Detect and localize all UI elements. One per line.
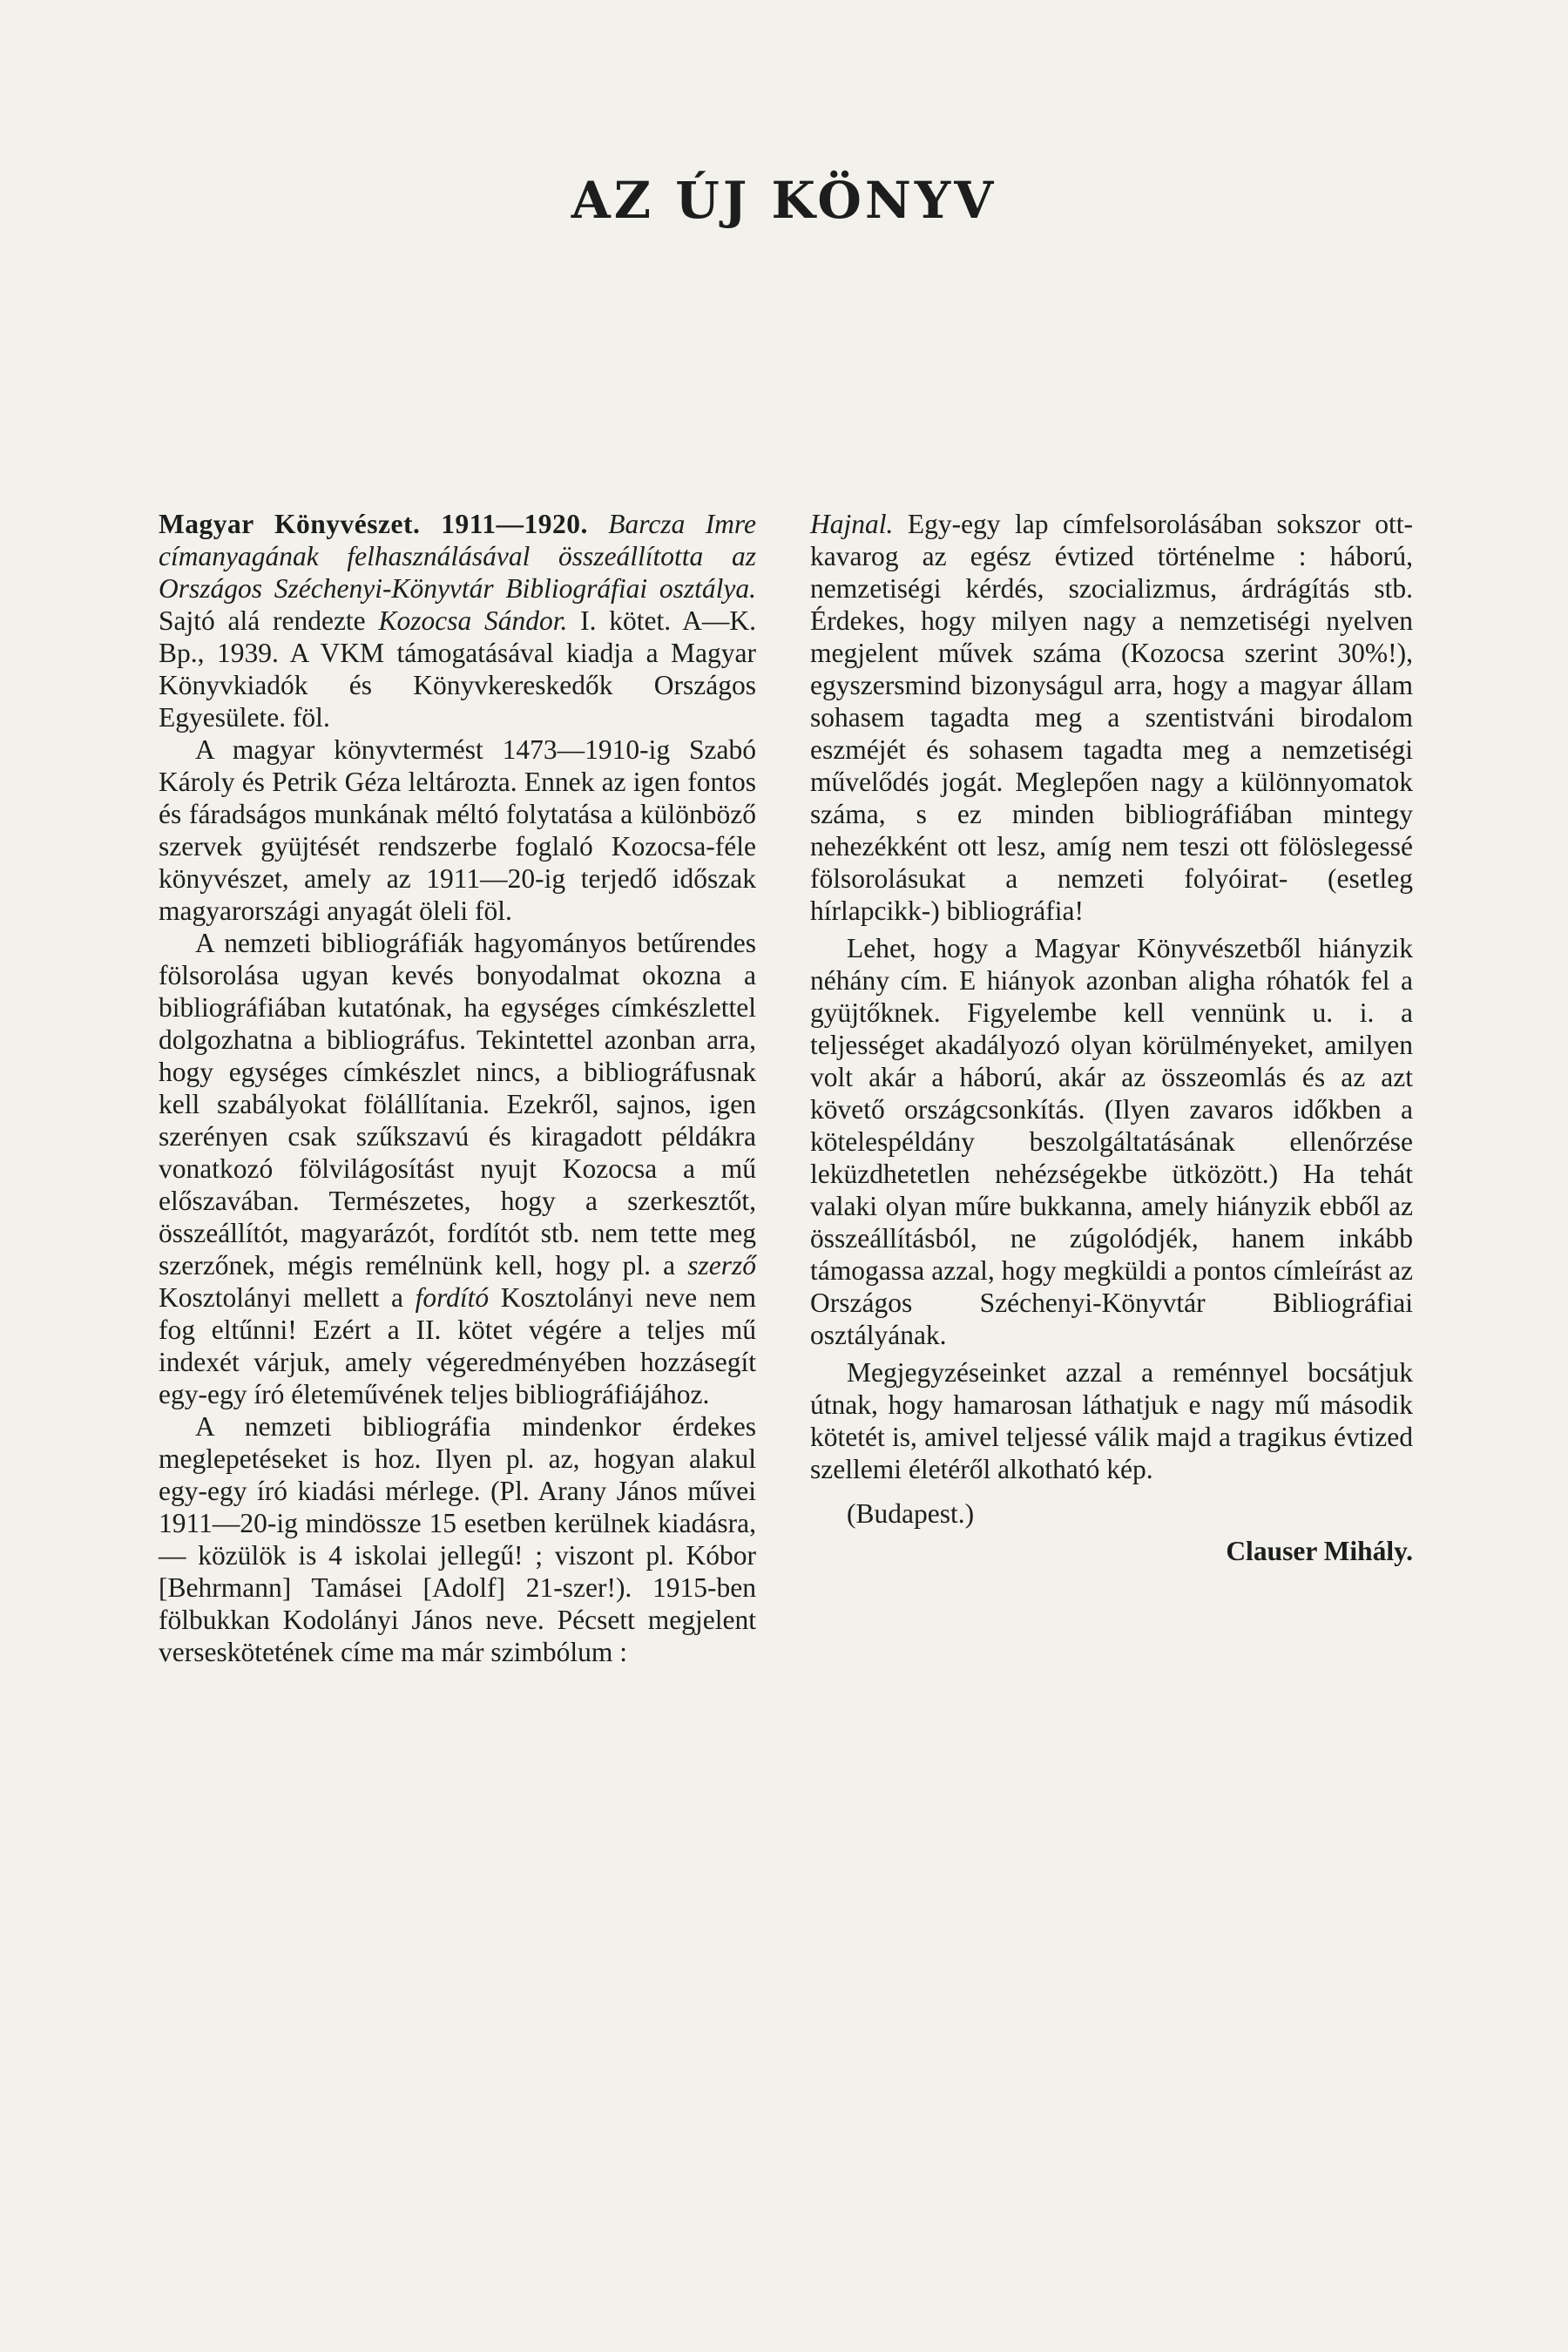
paragraph: Lehet, hogy a Magyar Könyvészetből hiányzik néhány cím. E hiányok azonban aligha róhatók fel a gyüjtőknek. Figyelembe kell vennünk u. i. a teljességet akadályozó olyan körülményeket, amilyen volt akár a háború, akár az összeomlás és az azt követő országcsonkítás. (Ilyen zavaros időkben a kötelespéldány beszolgáltatásának ellenőrzése leküzdhetetlen nehézségekbe ütközött.) Ha tehát valaki olyan műre bukkanna, amely hiányzik ebből az összeállításból, ne zúgolódjék, hanem inkább támogassa azzal, hogy megküldi a pontos címleírást az Országos Széchenyi-Könyvtár Bibliográfiai osztályának. xyxy=(810,933,1413,1350)
review-intro xyxy=(159,508,756,733)
right-column xyxy=(810,508,1413,1567)
paragraph: Megjegyzéseinket azzal a reménnyel bocsátjuk útnak, hogy hamarosan láthatjuk e nagy mű második kötetét is, amivel teljessé válik majd a tragikus évtized szellemi életéről alkotható kép. xyxy=(810,1357,1413,1484)
editor-note: Sajtó alá rendezte xyxy=(159,605,366,636)
book-title: Magyar Könyvészet. 1911—1920. xyxy=(159,509,588,539)
paragraph: A magyar könyvtermést 1473—1910-ig Szabó Károly és Petrik Géza leltározta. Ennek az igen fontos és fáradságos munkának méltó folytatása a különböző szervek gyüjtését rendszerbe foglaló Kozocsa-féle könyvészet, amely az 1911—20-ig terjedő időszak magyarországi anyagát öleli föl. xyxy=(159,734,756,926)
emphasis: szerző xyxy=(687,1250,757,1281)
emphasis: fordító xyxy=(415,1282,490,1313)
paragraph: Hajnal. Egy-egy lap címfelsorolásában sokszor ott-kavarog az egész évtized történelme : háború, nemzetiségi kérdés, szocializmus, árdrágítás stb. Érdekes, hogy milyen nagy a nemzetiségi nyelven megjelent művek száma (Kozocsa szerint 30%!), egyszersmind bizonyságul arra, hogy a magyar állam sohasem tagadta meg a szentistváni birodalom eszméjét és sohasem tagadta meg a nemzetiségi művelődés jogát. Meglepően nagy a különnyomatok száma, s ez minden bibliográfiában mintegy nehezékként ott lesz, amíg nem teszi ott fölöslegessé fölsorolásukat a nemzeti folyóirat- (esetleg hírlapcikk-) bibliográfia! xyxy=(810,509,1413,926)
author-signature: Clauser Mihály. xyxy=(1226,1536,1413,1566)
paragraph: A nemzeti bibliográfiák hagyományos betűrendes fölsorolása ugyan kevés bonyodalmat okozna a bibliográfiában kutatónak, ha egységes címkészlettel dolgozhatna a bibliográfus. Tekintettel azonban arra, hogy egységes címkészlet nincs, a bibliográfusnak kell szabályokat fölállítania. Ezekről, sajnos, igen szerényen csak szűkszavú és kiragadott példákra vonatkozó fölvilágosítást nyujt Kozocsa a mű előszavában. Természetes, hogy a szerkesztőt, összeállítót, magyarázót, fordítót stb. nem tette meg szerzőnek, mégis remélnünk kell, hogy pl. a szerző Kosztolányi mellett a fordító Kosztolányi neve nem fog eltűnni! Ezért a II. kötet végére a teljes mű indexét várjuk, amely végeredményében hozzásegít egy-egy író életeművének teljes bibliográfiájához. xyxy=(159,928,757,1409)
place-note: (Budapest.) xyxy=(847,1498,975,1529)
emphasis: Hajnal. xyxy=(810,509,894,539)
editor-name: Kozocsa Sándor. xyxy=(378,605,568,636)
bibliographic-note: Barcza Imre címanyagának felhasználásával összeállította az Országos Széchenyi-Könyvtár Bibliográfiai osztálya. xyxy=(159,509,757,604)
page-title: AZ ÚJ KÖNYV xyxy=(571,171,997,230)
left-column xyxy=(159,508,756,1668)
publication-details: I. kötet. A—K. Bp., 1939. A VKM támogatásával kiadja a Magyar Könyvkiadók és Könyvkereskedők Országos Egyesülete. föl. xyxy=(159,605,757,733)
paragraph: A nemzeti bibliográfia mindenkor érdekes meglepetéseket is hoz. Ilyen pl. az, hogyan alakul egy-egy író kiadási mérlege. (Pl. Arany János művei 1911—20-ig mindössze 15 esetben kerülnek kiadásra, — közülök is 4 iskolai jellegű! ; viszont pl. Kóbor [Behrmann] Tamásei [Adolf] 21-szer!). 1915-ben fölbukkan Kodolányi János neve. Pécsett megjelent verseskötetének címe ma már szimbólum : xyxy=(159,1411,756,1667)
